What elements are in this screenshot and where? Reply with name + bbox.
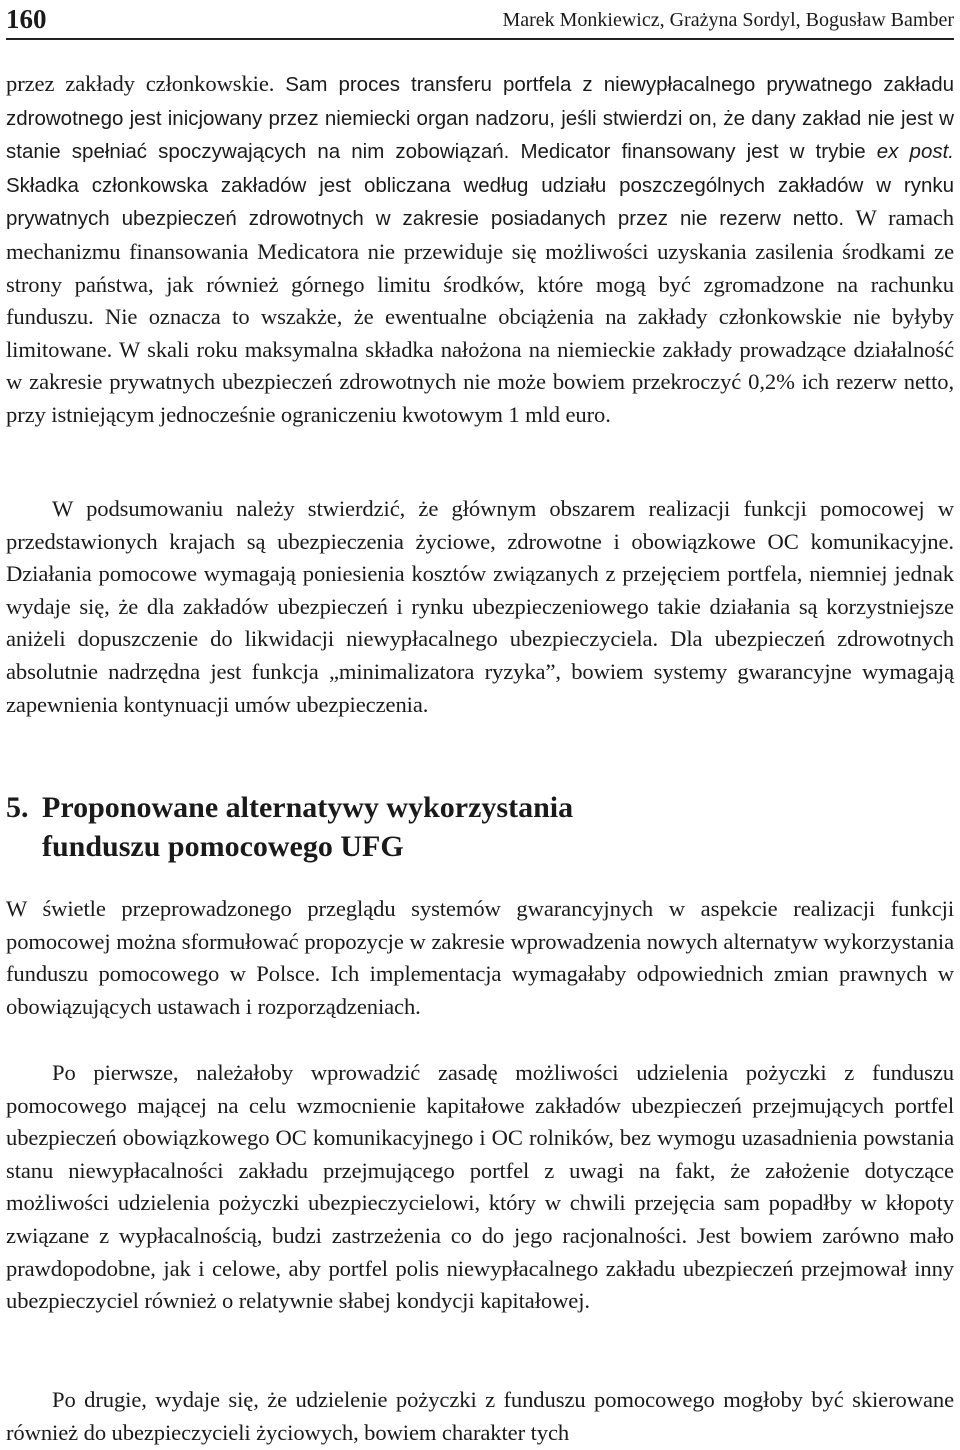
paragraph-intro: W świetle przeprowadzonego przeglądu systemów gwarancyjnych w aspekcie realizacji funkcji pomocowej można sformułować propozycje w zakresie wprowadzenia nowych alternatyw wykorzystania funduszu pomocowego w Polsce. Ich implementacja wymagałaby odpowiednich zmian prawnych w obowiązujących ustawach i rozporządzeniach. <box>6 896 954 1019</box>
paragraph-second-proposal: Po drugie, wydaje się, że udzielenie pożyczki z funduszu pomocowego mogłoby być skierowane również do ubezpieczycieli życiowych, bowiem charakter tych <box>6 1387 954 1445</box>
author-names: Marek Monkiewicz, Grażyna Sordyl, Bogusław Bamber <box>502 9 954 31</box>
paragraph-text: przez zakłady członkowskie. <box>6 71 286 96</box>
running-header <box>6 2 954 40</box>
paragraph-first-proposal: Po pierwsze, należałoby wprowadzić zasadę możliwości udzielenia pożyczki z funduszu pomocowego mającej na celu wzmocnienie kapitałowe zakładów ubezpieczeń przejmujących portfel ubezpieczeń obowiązkowego OC komunikacyjnego i OC rolników, bez wymogu uzasadnienia powstania stanu niewypłacalności zakładu przejmującego portfel z uwagi na fakt, że założenie dotyczące możliwości udzielenia pożyczki ubezpieczycielowi, który w chwili przejęcia sam popadłby w kłopoty związane z wypłacalnością, budzi zastrzeżenia co do jego racjonalności. Jest bowiem zarówno mało prawdopodobne, jak i celowe, aby portfel polis niewypłacalnego zakładu ubezpieczeń przejmował inny ubezpieczyciel również o relatywnie słabej kondycji kapitałowej. <box>6 1060 954 1314</box>
paragraph-summary: W podsumowaniu należy stwierdzić, że głównym obszarem realizacji funkcji pomocowej w przedstawionych krajach są ubezpieczenia życiowe, zdrowotne i obowiązkowe OC komunikacyjne. Działania pomocowe wymagają poniesienia kosztów związanych z przejęciem portfela, niemniej jednak wydaje się, że dla zakładów ubezpieczeń i rynku ubezpieczeniowego takie działania są korzystniejsze aniżeli dopuszczenie do likwidacji niewypłacalnego ubezpieczyciela. Dla ubezpieczeń zdrowotnych absolutnie nadrzędna jest funkcja „minimalizatora ryzyka”, bowiem systemy gwarancyjne wymagają zapewnienia kontynuacji umów ubezpieczenia. <box>6 496 954 717</box>
paragraph-text: W ramach mechanizmu finansowania Medicatora nie przewiduje się możliwości uzyskania zasilenia środkami ze strony państwa, jak również górnego limitu środków, które mogą być zgromadzone na rachunku funduszu. Nie oznacza to wszakże, że ewentualne obciążenia na zakłady członkowskie nie byłyby limitowane. W skali roku maksymalna składka nałożona na niemieckie zakłady prowadzące działalność w zakresie prywatnych ubezpieczeń zdrowotnych nie może bowiem przekroczyć 0,2% ich rezerw netto, przy istniejącym jednocześnie ograniczeniu kwotowym 1 mld euro. <box>6 205 954 427</box>
paragraph-medicator <box>6 68 954 432</box>
section-title-line-1: Proponowane alternatywy wykorzystania <box>42 791 574 824</box>
section-heading <box>6 788 706 866</box>
page-number: 160 <box>6 4 47 34</box>
section-number: 5. <box>6 791 29 824</box>
paragraph-text-sans: Sam proces transferu portfela z niewypłacalnego prywatnego zakładu zdrowotnego jest inicjowany przez niemiecki organ nadzoru, jeśli stwierdzi on, że dany zakład nie jest w stanie spełniać spoczywających na nim zobowiązań. Medicator finansowany jest w trybie <box>6 73 955 164</box>
paragraph-text-sans: Składka członkowska zakładów jest obliczana według udziału poszczególnych zakładów w rynku prywatnych ubezpieczeń zdrowotnych w zakresie posiadanych przez nie rezerw netto. <box>6 173 954 231</box>
latin-term: ex post. <box>876 140 954 164</box>
section-title-line-2: funduszu pomocowego UFG <box>42 830 404 863</box>
